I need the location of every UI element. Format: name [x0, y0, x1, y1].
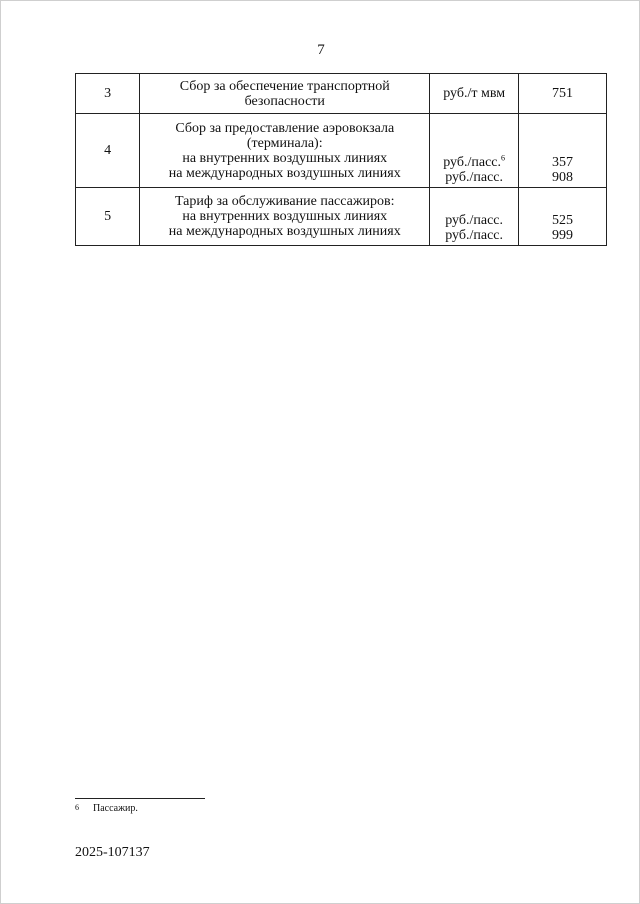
row-description: Сбор за предоставление аэровокзала (терминала): на внутренних воздушных линиях на международных воздушных линиях — [140, 114, 430, 188]
page-number: 7 — [317, 42, 325, 58]
row-value: 525 999 — [518, 188, 606, 246]
table-row — [76, 74, 607, 114]
footnote-divider — [75, 798, 205, 799]
document-id: 2025-107137 — [75, 845, 150, 860]
row-unit: руб./пасс. руб./пасс. — [430, 188, 519, 246]
row-number: 4 — [76, 114, 140, 188]
row-unit: руб./т мвм — [430, 74, 519, 114]
footnote-mark: 6 — [75, 803, 79, 812]
footnote-reference: 6 — [501, 153, 506, 163]
row-number: 3 — [76, 74, 140, 114]
row-number: 5 — [76, 188, 140, 246]
fees-table — [75, 73, 607, 246]
table-row — [76, 188, 607, 246]
row-value: 357 908 — [518, 114, 606, 188]
row-value: 751 — [518, 74, 606, 114]
table-row — [76, 114, 607, 188]
row-description: Сбор за обеспечение транспортной безопасности — [140, 74, 430, 114]
footnote-text: Пассажир. — [93, 803, 138, 814]
row-description: Тариф за обслуживание пассажиров: на внутренних воздушных линиях на международных воздушных линиях — [140, 188, 430, 246]
footnote — [75, 803, 138, 814]
row-unit: руб./пасс.$^6$ руб./пасс. — [430, 114, 519, 188]
